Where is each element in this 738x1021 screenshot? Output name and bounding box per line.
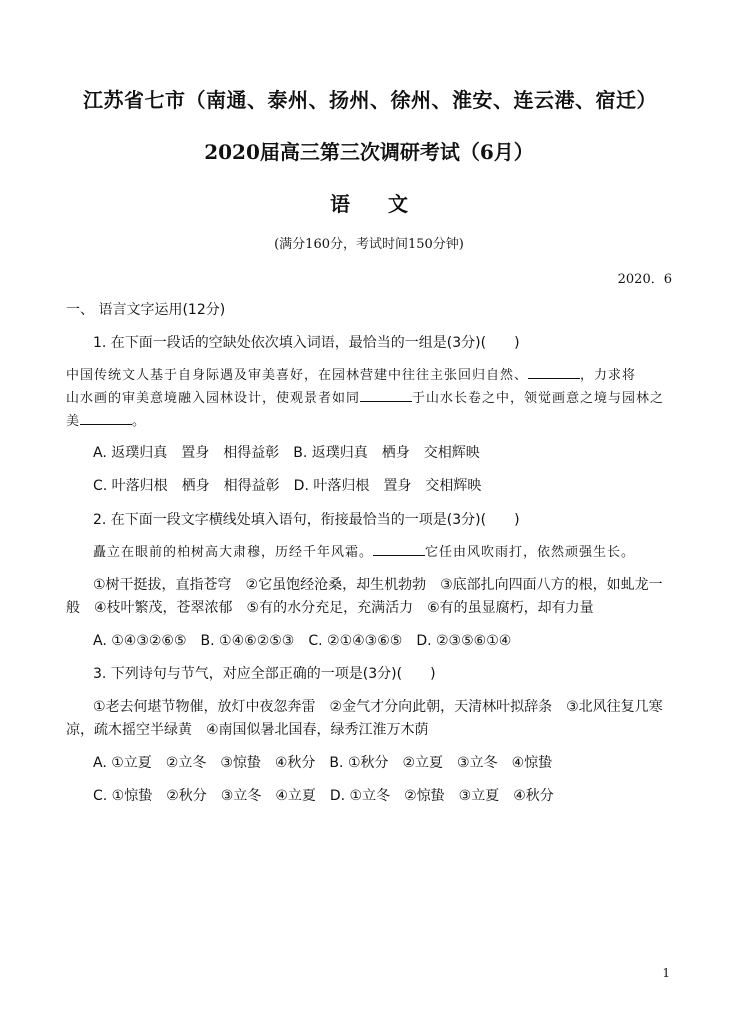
q1-stem: 1. 在下面一段话的空缺处依次填入词语，最恰当的一组是(3分)( )	[93, 335, 520, 351]
answer-blank	[80, 412, 132, 425]
q1-passage-text: 山水画的审美意境融入园林设计，使观景者如同	[66, 391, 361, 406]
answer-blank	[373, 543, 425, 556]
q3-options-cd: C. ①惊蛰 ②秋分 ③立冬 ④立夏 D. ①立冬 ②惊蛰 ③立夏 ④秋分	[93, 788, 554, 804]
q1-passage-text: 美	[66, 414, 81, 429]
q3-items-line-2: 凉，疏木摇空半绿黄 ④南国似暑北国春，绿秀江淮万木荫	[66, 722, 429, 738]
q1-passage-text: 于山水长卷之中，领觉画意之境与园林之	[412, 391, 665, 406]
q3-items-line-1: ①老去何堪节物催，放灯中夜忽奔雷 ②金气才分向此朝，天清林叶拟辞条 ③北风往复几寒	[93, 699, 663, 715]
q3-options-ab: A. ①立夏 ②立冬 ③惊蛰 ④秋分 B. ①秋分 ②立夏 ③立冬 ④惊蛰	[93, 755, 553, 771]
answer-blank	[360, 389, 412, 402]
section-heading: 一、 语言文字运用(12分)	[66, 302, 226, 318]
q1-passage-line-1	[66, 366, 676, 386]
q2-passage	[93, 543, 676, 563]
subject-title: 语文	[330, 192, 446, 216]
q1-options-cd: C. 叶落归根 栖身 相得益彰 D. 叶落归根 置身 交相辉映	[93, 478, 482, 494]
exam-note: (满分160分，考试时间150分钟)	[274, 237, 464, 252]
q1-passage-line-3	[66, 412, 676, 432]
q2-items-line-1: ①树干挺拔，直指苍穹 ②它虽饱经沧桑，却生机勃勃 ③底部扎向四面八方的根，如虬龙一	[93, 577, 663, 593]
q1-passage-text: 中国传统文人基于自身际遇及审美喜好，在园林营建中往往主张回归自然、	[66, 368, 529, 383]
q2-options: A. ①④③②⑥⑤ B. ①④⑥②⑤③ C. ②①④③⑥⑤ D. ②③⑤⑥①④	[93, 633, 512, 649]
q2-stem: 2. 在下面一段文字横线处填入语句，衔接最恰当的一项是(3分)( )	[93, 512, 520, 528]
exam-date: 2020．6	[617, 272, 672, 287]
answer-blank	[528, 366, 580, 379]
q1-passage-line-2	[66, 389, 676, 409]
page-number: 1	[662, 966, 670, 980]
q2-passage-text: 矗立在眼前的柏树高大肃穆，历经千年风霜。	[93, 545, 374, 560]
q2-passage-text: 它任由风吹雨打，依然顽强生长。	[425, 545, 636, 560]
title-line-2: 2020届高三第三次调研考试（6月）	[204, 140, 534, 164]
q1-passage-text: 。	[132, 414, 147, 429]
q1-passage-text: ，力求将	[580, 368, 637, 383]
q1-options-ab: A. 返璞归真 置身 相得益彰 B. 返璞归真 栖身 交相辉映	[93, 445, 480, 461]
q3-stem: 3. 下列诗句与节气，对应全部正确的一项是(3分)( )	[93, 666, 436, 682]
q2-items-line-2: 般 ④枝叶繁茂，苍翠浓郁 ⑤有的水分充足，充满活力 ⑥有的虽显腐朽，却有力量	[66, 600, 594, 616]
title-line-1: 江苏省七市（南通、泰州、扬州、徐州、淮安、连云港、宿迁）	[83, 88, 657, 112]
